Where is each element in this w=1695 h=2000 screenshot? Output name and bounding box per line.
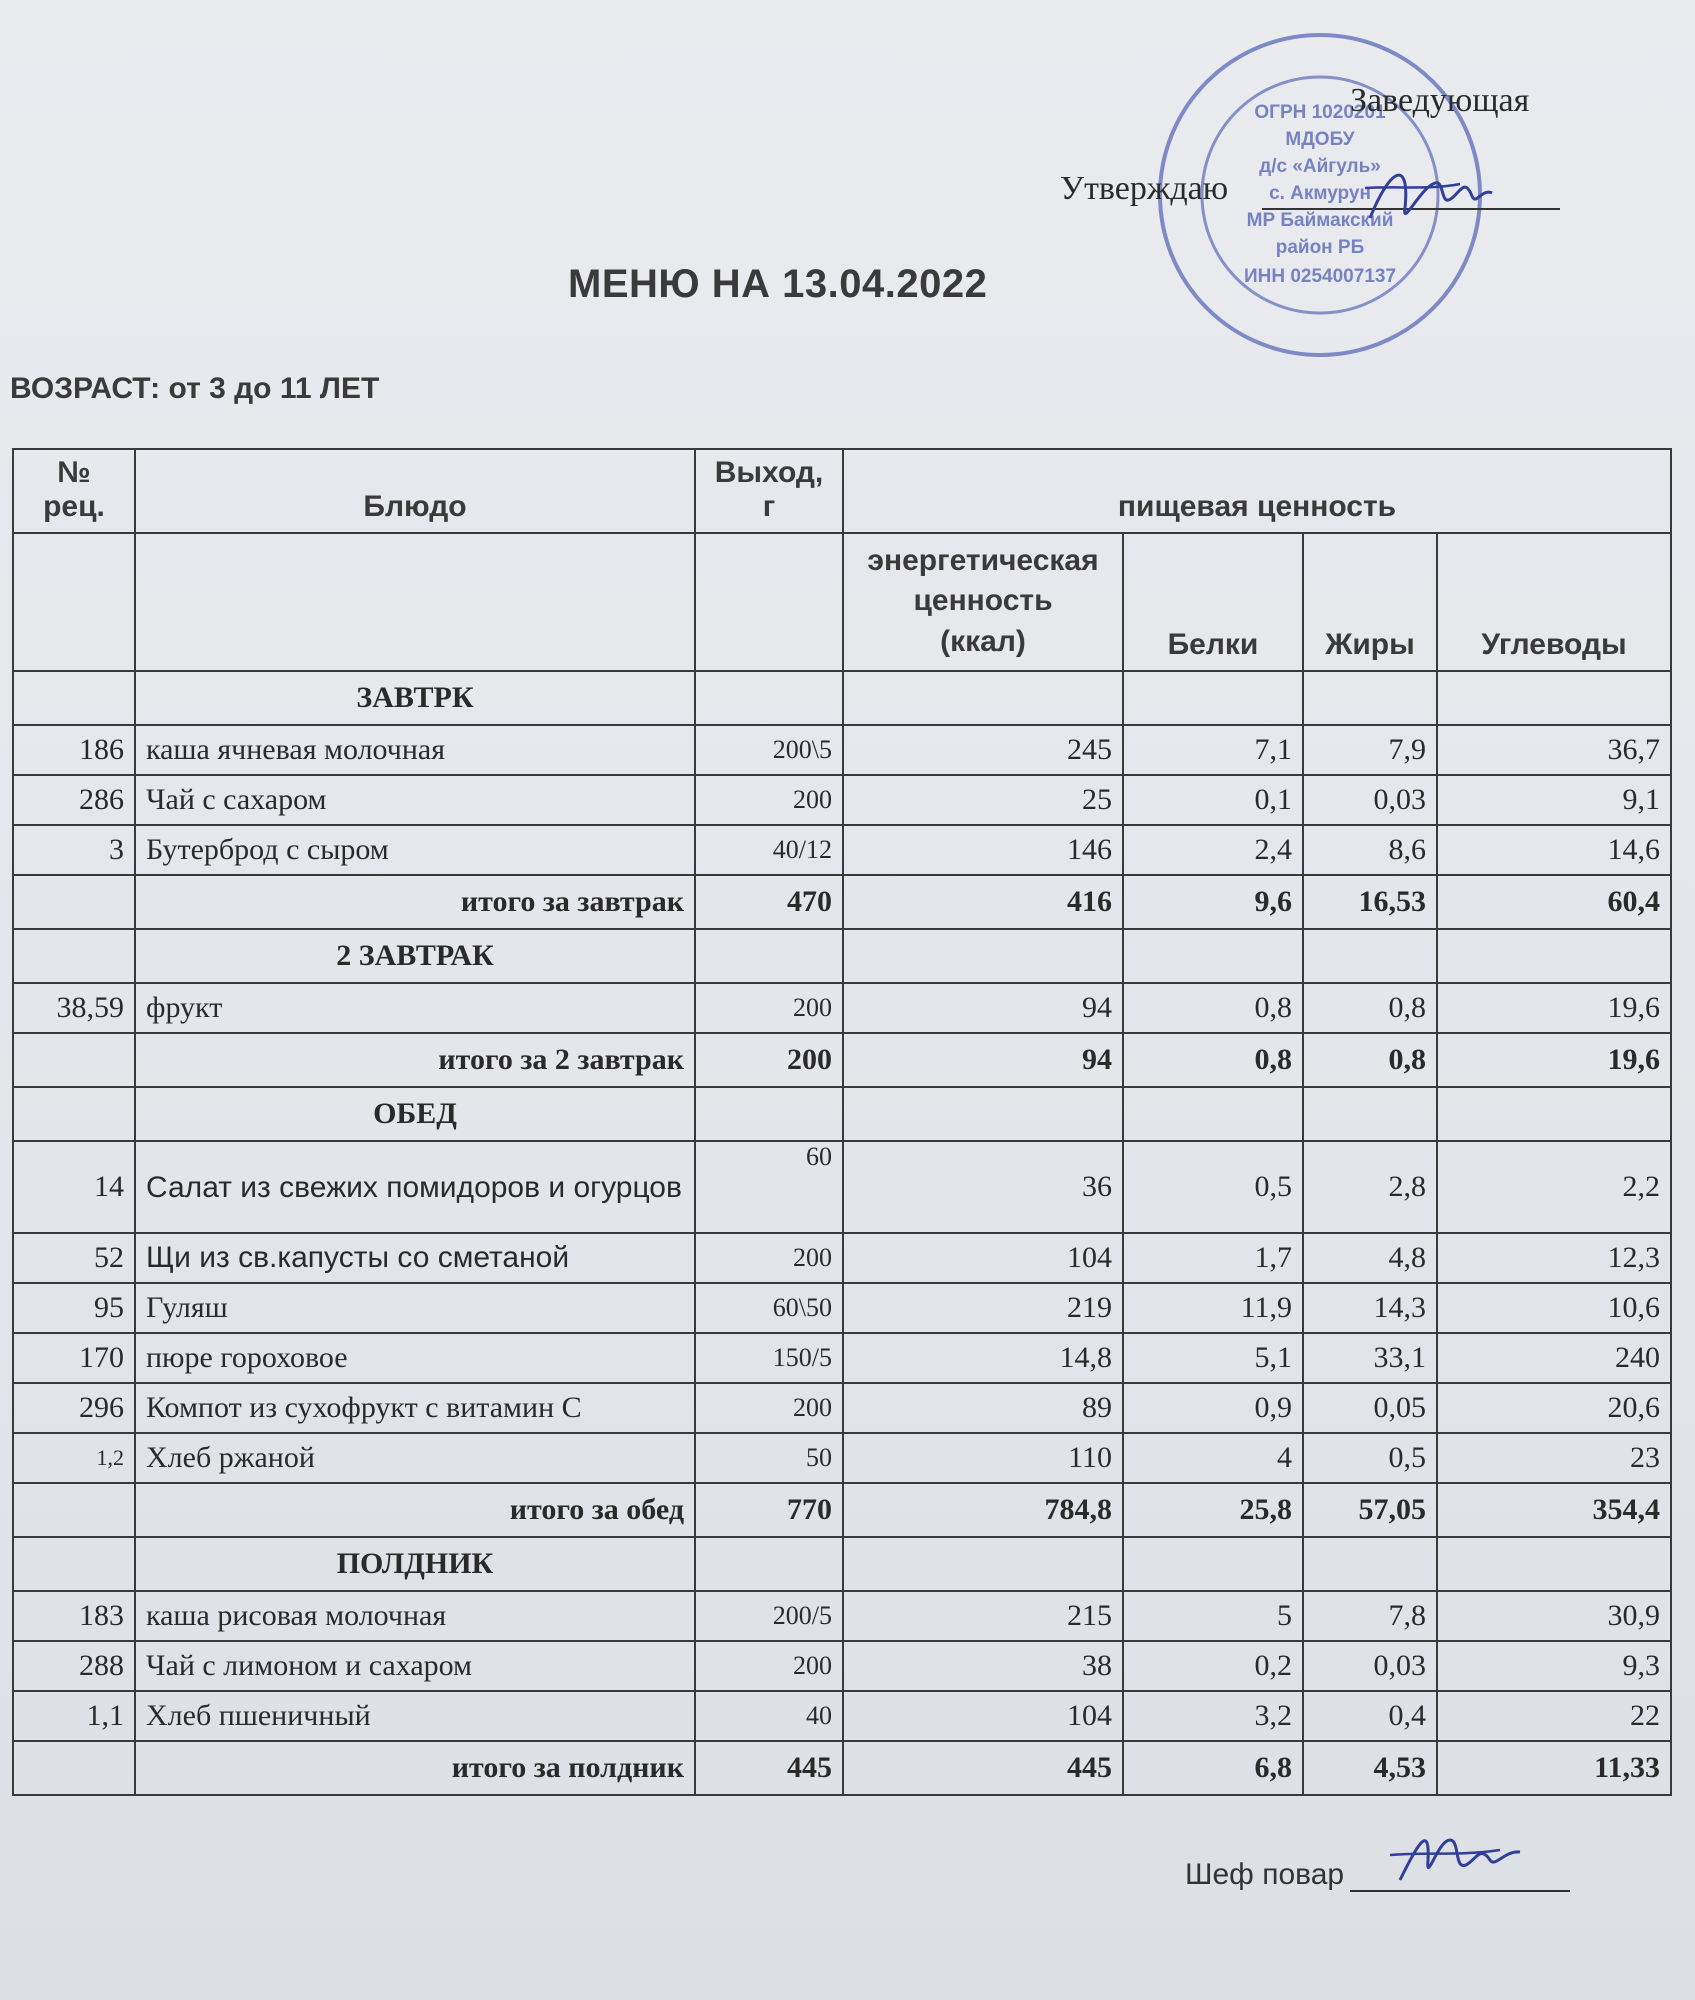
cell-carbs: 2,2 bbox=[1437, 1141, 1671, 1233]
cell-empty bbox=[843, 1087, 1123, 1141]
total-yield: 770 bbox=[695, 1483, 843, 1537]
section-title: ПОЛДНИК bbox=[135, 1537, 695, 1591]
header-carbs: Углеводы bbox=[1437, 533, 1671, 671]
cell-empty bbox=[13, 929, 135, 983]
cell-yield: 50 bbox=[695, 1433, 843, 1483]
total-carbs: 19,6 bbox=[1437, 1033, 1671, 1087]
cell-carbs: 12,3 bbox=[1437, 1233, 1671, 1283]
cell-fat: 0,03 bbox=[1303, 1641, 1437, 1691]
table-row bbox=[13, 1691, 1671, 1741]
cell-dish: Чай с сахаром bbox=[135, 775, 695, 825]
cell-fat: 2,8 bbox=[1303, 1141, 1437, 1233]
total-fat: 0,8 bbox=[1303, 1033, 1437, 1087]
header-energy: энергетическая ценность (ккал) bbox=[843, 533, 1123, 671]
section-row bbox=[13, 671, 1671, 725]
cell-carbs: 9,1 bbox=[1437, 775, 1671, 825]
cell-dish: Салат из свежих помидоров и огурцов bbox=[135, 1141, 695, 1233]
cell-protein: 2,4 bbox=[1123, 825, 1303, 875]
cell-dish: Хлеб пшеничный bbox=[135, 1691, 695, 1741]
cell-carbs: 36,7 bbox=[1437, 725, 1671, 775]
cell-yield: 40 bbox=[695, 1691, 843, 1741]
cell-protein: 0,5 bbox=[1123, 1141, 1303, 1233]
total-carbs: 11,33 bbox=[1437, 1741, 1671, 1795]
cell-kcal: 94 bbox=[843, 983, 1123, 1033]
header-protein: Белки bbox=[1123, 533, 1303, 671]
section-title: 2 ЗАВТРАК bbox=[135, 929, 695, 983]
table-row bbox=[13, 775, 1671, 825]
cell-empty bbox=[1123, 1087, 1303, 1141]
total-kcal: 94 bbox=[843, 1033, 1123, 1087]
cell-empty bbox=[843, 671, 1123, 725]
cell-rec-no: 14 bbox=[13, 1141, 135, 1233]
cell-rec-no: 38,59 bbox=[13, 983, 135, 1033]
cell-protein: 7,1 bbox=[1123, 725, 1303, 775]
cell-fat: 4,8 bbox=[1303, 1233, 1437, 1283]
chef-signature bbox=[1380, 1810, 1530, 1900]
cell-kcal: 104 bbox=[843, 1233, 1123, 1283]
cell-empty bbox=[13, 1537, 135, 1591]
total-fat: 57,05 bbox=[1303, 1483, 1437, 1537]
total-fat: 4,53 bbox=[1303, 1741, 1437, 1795]
total-yield: 200 bbox=[695, 1033, 843, 1087]
cell-kcal: 14,8 bbox=[843, 1333, 1123, 1383]
total-row bbox=[13, 875, 1671, 929]
table-row bbox=[13, 1283, 1671, 1333]
cell-kcal: 104 bbox=[843, 1691, 1123, 1741]
cell-rec-no: 186 bbox=[13, 725, 135, 775]
cell-kcal: 110 bbox=[843, 1433, 1123, 1483]
cell-empty bbox=[695, 929, 843, 983]
cell-fat: 0,05 bbox=[1303, 1383, 1437, 1433]
cell-dish: Хлеб ржаной bbox=[135, 1433, 695, 1483]
cell-dish: Чай с лимоном и сахаром bbox=[135, 1641, 695, 1691]
cell-rec-no: 286 bbox=[13, 775, 135, 825]
cell-yield: 40/12 bbox=[695, 825, 843, 875]
cell-fat: 0,5 bbox=[1303, 1433, 1437, 1483]
cell-empty bbox=[695, 1537, 843, 1591]
cell-yield: 200 bbox=[695, 1383, 843, 1433]
table-row bbox=[13, 825, 1671, 875]
cell-rec-no: 52 bbox=[13, 1233, 135, 1283]
total-fat: 16,53 bbox=[1303, 875, 1437, 929]
cell-kcal: 146 bbox=[843, 825, 1123, 875]
cell-fat: 33,1 bbox=[1303, 1333, 1437, 1383]
table-row bbox=[13, 983, 1671, 1033]
section-title: ЗАВТРК bbox=[135, 671, 695, 725]
age-label: ВОЗРАСТ: от 3 до 11 ЛЕТ bbox=[10, 372, 380, 405]
cell-empty bbox=[1123, 1537, 1303, 1591]
cell-kcal: 219 bbox=[843, 1283, 1123, 1333]
cell-kcal: 38 bbox=[843, 1641, 1123, 1691]
total-label: итого за завтрак bbox=[135, 875, 695, 929]
section-row bbox=[13, 1537, 1671, 1591]
cell-protein: 1,7 bbox=[1123, 1233, 1303, 1283]
cell-empty bbox=[1437, 1537, 1671, 1591]
cell-fat: 8,6 bbox=[1303, 825, 1437, 875]
cell-empty bbox=[1437, 929, 1671, 983]
menu-table bbox=[12, 448, 1672, 1796]
table-row bbox=[13, 1383, 1671, 1433]
cell-dish: каша рисовая молочная bbox=[135, 1591, 695, 1641]
total-row bbox=[13, 1033, 1671, 1087]
cell-dish: Щи из св.капусты со сметаной bbox=[135, 1233, 695, 1283]
table-row bbox=[13, 1641, 1671, 1691]
cell-carbs: 23 bbox=[1437, 1433, 1671, 1483]
table-row bbox=[13, 1141, 1671, 1233]
cell-yield: 200\5 bbox=[695, 725, 843, 775]
header-empty-1 bbox=[13, 533, 135, 671]
cell-dish: Гуляш bbox=[135, 1283, 695, 1333]
cell-carbs: 240 bbox=[1437, 1333, 1671, 1383]
cell-empty bbox=[1437, 671, 1671, 725]
total-yield: 445 bbox=[695, 1741, 843, 1795]
cell-protein: 3,2 bbox=[1123, 1691, 1303, 1741]
total-label: итого за обед bbox=[135, 1483, 695, 1537]
cell-kcal: 89 bbox=[843, 1383, 1123, 1433]
total-carbs: 354,4 bbox=[1437, 1483, 1671, 1537]
cell-kcal: 215 bbox=[843, 1591, 1123, 1641]
header-nutrition: пищевая ценность bbox=[843, 449, 1671, 533]
cell-yield: 200 bbox=[695, 775, 843, 825]
cell-rec-no: 1,2 bbox=[13, 1433, 135, 1483]
cell-protein: 0,9 bbox=[1123, 1383, 1303, 1433]
total-protein: 0,8 bbox=[1123, 1033, 1303, 1087]
cell-protein: 5,1 bbox=[1123, 1333, 1303, 1383]
cell-fat: 7,8 bbox=[1303, 1591, 1437, 1641]
header-empty-2 bbox=[135, 533, 695, 671]
cell-protein: 4 bbox=[1123, 1433, 1303, 1483]
total-kcal: 445 bbox=[843, 1741, 1123, 1795]
section-title: ОБЕД bbox=[135, 1087, 695, 1141]
cell-fat: 7,9 bbox=[1303, 725, 1437, 775]
cell-carbs: 20,6 bbox=[1437, 1383, 1671, 1433]
cell-carbs: 30,9 bbox=[1437, 1591, 1671, 1641]
cell-empty bbox=[1303, 671, 1437, 725]
menu-table-body bbox=[13, 671, 1671, 1795]
cell-dish: Бутерброд с сыром bbox=[135, 825, 695, 875]
cell-carbs: 14,6 bbox=[1437, 825, 1671, 875]
cell-empty bbox=[843, 1537, 1123, 1591]
total-protein: 6,8 bbox=[1123, 1741, 1303, 1795]
cell-protein: 11,9 bbox=[1123, 1283, 1303, 1333]
cell-fat: 0,4 bbox=[1303, 1691, 1437, 1741]
cell-protein: 0,8 bbox=[1123, 983, 1303, 1033]
cell-empty bbox=[1303, 1087, 1437, 1141]
cell-empty bbox=[843, 929, 1123, 983]
cell-kcal: 25 bbox=[843, 775, 1123, 825]
total-label: итого за полдник bbox=[135, 1741, 695, 1795]
cell-empty bbox=[13, 875, 135, 929]
stamp-text: ИНН 0254007137 bbox=[1243, 266, 1397, 287]
header-empty-3 bbox=[695, 533, 843, 671]
cell-empty bbox=[1437, 1087, 1671, 1141]
total-protein: 9,6 bbox=[1123, 875, 1303, 929]
cell-empty bbox=[695, 1087, 843, 1141]
header-yield: Выход, г bbox=[695, 449, 843, 533]
approve-label: Утверждаю bbox=[1060, 170, 1229, 207]
cell-rec-no: 95 bbox=[13, 1283, 135, 1333]
cell-dish: каша ячневая молочная bbox=[135, 725, 695, 775]
table-row bbox=[13, 1591, 1671, 1641]
cell-dish: фрукт bbox=[135, 983, 695, 1033]
cell-kcal: 245 bbox=[843, 725, 1123, 775]
cell-rec-no: 3 bbox=[13, 825, 135, 875]
cell-empty bbox=[1123, 929, 1303, 983]
cell-fat: 0,8 bbox=[1303, 983, 1437, 1033]
director-signature bbox=[1360, 148, 1500, 238]
total-carbs: 60,4 bbox=[1437, 875, 1671, 929]
cell-empty bbox=[1123, 671, 1303, 725]
total-kcal: 416 bbox=[843, 875, 1123, 929]
stamp-text: МР Баймакский bbox=[1246, 210, 1394, 231]
cell-dish: Компот из сухофрукт с витамин С bbox=[135, 1383, 695, 1433]
header-rec-no: № рец. bbox=[13, 449, 135, 533]
cell-rec-no: 170 bbox=[13, 1333, 135, 1383]
cell-protein: 0,2 bbox=[1123, 1641, 1303, 1691]
table-row bbox=[13, 1433, 1671, 1483]
header-fat: Жиры bbox=[1303, 533, 1437, 671]
cell-kcal: 36 bbox=[843, 1141, 1123, 1233]
cell-carbs: 19,6 bbox=[1437, 983, 1671, 1033]
cell-empty bbox=[695, 671, 843, 725]
cell-fat: 0,03 bbox=[1303, 775, 1437, 825]
cell-carbs: 22 bbox=[1437, 1691, 1671, 1741]
cell-empty bbox=[13, 1741, 135, 1795]
cell-yield: 200 bbox=[695, 1641, 843, 1691]
cell-carbs: 10,6 bbox=[1437, 1283, 1671, 1333]
table-row bbox=[13, 725, 1671, 775]
cell-rec-no: 183 bbox=[13, 1591, 135, 1641]
cell-empty bbox=[13, 1483, 135, 1537]
cell-protein: 5 bbox=[1123, 1591, 1303, 1641]
total-protein: 25,8 bbox=[1123, 1483, 1303, 1537]
total-yield: 470 bbox=[695, 875, 843, 929]
cell-yield: 200/5 bbox=[695, 1591, 843, 1641]
chef-label: Шеф повар bbox=[1185, 1858, 1345, 1891]
cell-empty bbox=[1303, 929, 1437, 983]
page-title: МЕНЮ НА 13.04.2022 bbox=[568, 262, 988, 306]
cell-rec-no: 296 bbox=[13, 1383, 135, 1433]
cell-yield: 200 bbox=[695, 983, 843, 1033]
cell-yield: 150/5 bbox=[695, 1333, 843, 1383]
cell-carbs: 9,3 bbox=[1437, 1641, 1671, 1691]
cell-rec-no: 1,1 bbox=[13, 1691, 135, 1741]
cell-yield: 60\50 bbox=[695, 1283, 843, 1333]
stamp-text: д/с «Айгуль» bbox=[1259, 156, 1381, 177]
cell-empty bbox=[13, 1087, 135, 1141]
section-row bbox=[13, 929, 1671, 983]
table-row bbox=[13, 1333, 1671, 1383]
stamp-text: МДОБУ bbox=[1285, 129, 1355, 150]
total-row bbox=[13, 1741, 1671, 1795]
cell-fat: 14,3 bbox=[1303, 1283, 1437, 1333]
total-kcal: 784,8 bbox=[843, 1483, 1123, 1537]
cell-rec-no: 288 bbox=[13, 1641, 135, 1691]
header-dish: Блюдо bbox=[135, 449, 695, 533]
stamp-text: район РБ bbox=[1275, 237, 1365, 258]
total-label: итого за 2 завтрак bbox=[135, 1033, 695, 1087]
cell-empty bbox=[13, 671, 135, 725]
cell-empty bbox=[13, 1033, 135, 1087]
cell-protein: 0,1 bbox=[1123, 775, 1303, 825]
cell-dish: пюре гороховое bbox=[135, 1333, 695, 1383]
stamp-text: с. Акмурун bbox=[1269, 183, 1371, 204]
total-row bbox=[13, 1483, 1671, 1537]
section-row bbox=[13, 1087, 1671, 1141]
cell-empty bbox=[1303, 1537, 1437, 1591]
table-row bbox=[13, 1233, 1671, 1283]
stamp-text: ОГРН 1020201 bbox=[1254, 102, 1386, 123]
cell-yield: 60 bbox=[695, 1141, 843, 1233]
cell-yield: 200 bbox=[695, 1233, 843, 1283]
head-title: Заведующая bbox=[1350, 82, 1530, 119]
